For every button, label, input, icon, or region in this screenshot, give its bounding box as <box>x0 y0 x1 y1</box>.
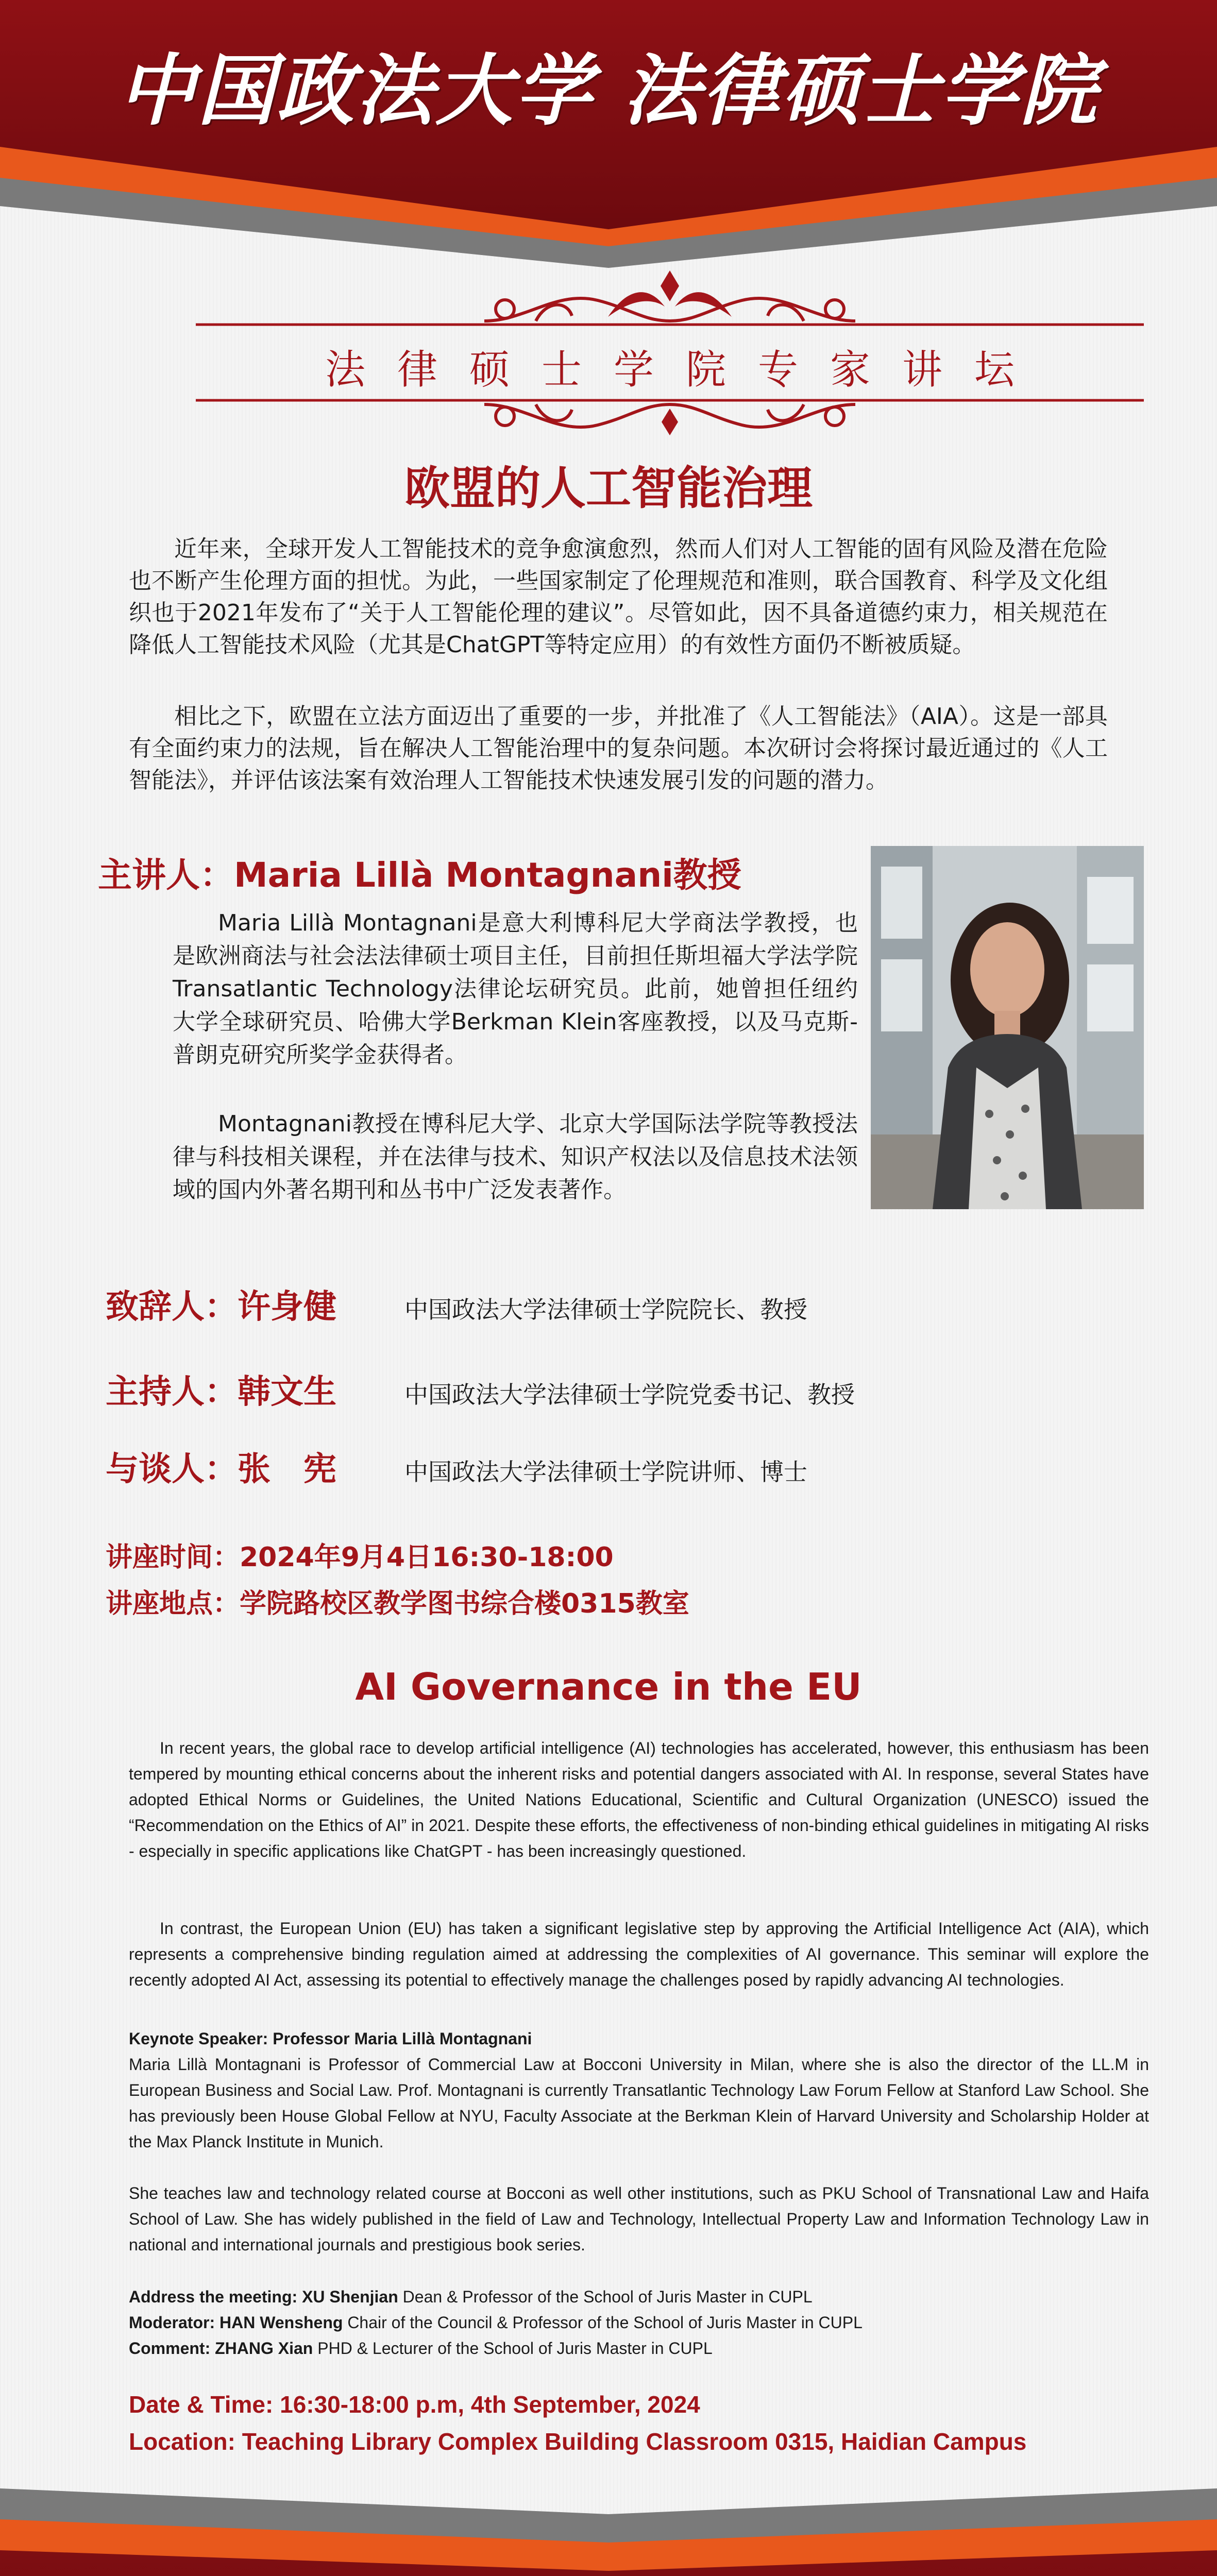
school-title: 中国政法大学 法律硕士学院 <box>117 45 1100 136</box>
role-description: 中国政法大学法律硕士学院讲师、博士 <box>404 1458 807 1486</box>
role-label: Address the meeting: XU Shenjian <box>129 2287 398 2306</box>
cn-speaker-bio-2: Montagnani教授在博科尼大学、北京大学国际法学院等教授法律与科技相关课程，并在法律与技术、知识产权法以及信息技术法领域的国内外著名期刊和丛书中广泛发表著作。 <box>173 1111 858 1203</box>
header-banner <box>0 0 1217 268</box>
en-lecture-title: AI Governance in the EU <box>355 1665 862 1708</box>
role-label: Comment: ZHANG Xian <box>129 2339 313 2358</box>
cn-role-moderator <box>106 1365 855 1412</box>
forum-title: 法律硕士学院专家讲坛 <box>325 347 1046 393</box>
cn-intro-paragraph-1: 近年来，全球开发人工智能技术的竞争愈演愈烈，然而人们对人工智能的固有风险及潜在危险也不断产生伦理方面的担忧。为此，一些国家制定了伦理规范和准则，联合国教育、科学及文化组织也于2021年发布了“关于人工智能伦理的建议”。尽管如此，因不具备道德约束力，相关规范在降低人工智能技术风险（尤其是ChatGPT等特定应用）的有效性方面仍不断被质疑。 <box>129 536 1108 658</box>
en-role-address <box>129 2287 813 2307</box>
forum-banner <box>196 260 1144 446</box>
footer-banner <box>0 2488 1217 2576</box>
role-label: 主持人：韩文生 <box>106 1373 336 1411</box>
cn-lecture-time: 讲座时间：2024年9月4日16:30-18:00 <box>106 1542 614 1573</box>
role-description: PHD & Lecturer of the School of Juris Master in CUPL <box>313 2339 713 2358</box>
en-role-comment <box>129 2339 713 2358</box>
en-role-moderator <box>129 2313 863 2332</box>
en-intro-paragraph-1: In recent years, the global race to develop artificial intelligence (AI) technologies has accelerated, however, this enthusiasm has been tempered by mounting ethical concerns about the inherent risks and potential dangers associated with AI. In response, several States have adopted Ethical Norms or Guidelines, the United Nations Educational, Scientific and Cultural Organization (UNESCO) issued the “Recommendation on the Ethics of AI” in 2021. Despite these efforts, the effectiveness of non-binding ethical guidelines in mitigating AI risks - especially in specific applications like ChatGPT - has been increasingly questioned. <box>129 1739 1149 1860</box>
cn-speaker-heading: 主讲人：Maria Lillà Montagnani教授 <box>98 855 741 895</box>
en-lecture-location: Location: Teaching Library Complex Building Classroom 0315, Haidian Campus <box>129 2428 1027 2455</box>
en-speaker-bio-2: She teaches law and technology related course at Bocconi as well other institutions, such as PKU School of Transnational Law and Haifa School of Law. She has widely published in the field of Law and Technology, Intellectual Property Law and Information Technology Law in national and international journals and prestigious book series. <box>129 2184 1149 2254</box>
role-description: 中国政法大学法律硕士学院院长、教授 <box>404 1296 807 1324</box>
role-description: Dean & Professor of the School of Juris Master in CUPL <box>398 2287 813 2306</box>
cn-intro-paragraph-2: 相比之下，欧盟在立法方面迈出了重要的一步，并批准了《人工智能法》（AIA）。这是一部具有全面约束力的法规，旨在解决人工智能治理中的复杂问题。本次研讨会将探讨最近通过的《人工智能法》，并评估该法案有效治理人工智能技术快速发展引发的问题的潜力。 <box>129 703 1108 793</box>
cn-lecture-title: 欧盟的人工智能治理 <box>404 462 813 515</box>
role-label: 致辞人：许身健 <box>106 1288 336 1326</box>
en-keynote-heading: Keynote Speaker: Professor Maria Lillà Montagnani <box>129 2029 532 2048</box>
role-label: 与谈人：张 宪 <box>106 1450 336 1488</box>
speaker-photo <box>871 846 1144 1209</box>
cn-lecture-location: 讲座地点：学院路校区教学图书综合楼0315教室 <box>106 1588 689 1619</box>
footer-decoration <box>0 2488 1217 2576</box>
en-lecture-time: Date & Time: 16:30-18:00 p.m, 4th September, 2024 <box>129 2391 700 2418</box>
cn-role-address <box>106 1280 807 1327</box>
en-intro-paragraph-2: In contrast, the European Union (EU) has taken a significant legislative step by approving the Artificial Intelligence Act (AIA), which represents a comprehensive binding regulation aimed at addressing the complexities of AI governance. This seminar will explore the recently adopted AI Act, assessing its potential to effectively manage the challenges posed by rapidly advancing AI technologies. <box>129 1919 1149 1989</box>
cn-speaker-bio-1: Maria Lillà Montagnani是意大利博科尼大学商法学教授，也是欧洲商法与社会法法律硕士项目主任，目前担任斯坦福大学法学院Transatlantic Technology法律论坛研究员。此前，她曾担任纽约大学全球研究员、哈佛大学Berkman Klein客座教授，以及马克斯-普朗克研究所奖学金获得者。 <box>173 910 858 1068</box>
role-description: Chair of the Council & Professor of the School of Juris Master in CUPL <box>343 2313 863 2332</box>
en-speaker-bio-1: Maria Lillà Montagnani is Professor of Commercial Law at Bocconi University in Milan, where she is also the director of the LL.M in European Business and Social Law. Prof. Montagnani is currently Transatlantic Technology Law Forum Fellow at Stanford Law School. She has previously been House Global Fellow at NYU, Faculty Associate at the Berkman Klein of Harvard University and Scholarship Holder at the Max Planck Institute in Munich. <box>129 2055 1149 2151</box>
cn-role-discussant <box>106 1443 807 1489</box>
role-label: Moderator: HAN Wensheng <box>129 2313 343 2332</box>
role-description: 中国政法大学法律硕士学院党委书记、教授 <box>404 1381 855 1409</box>
speaker-portrait-image <box>871 846 1144 1209</box>
